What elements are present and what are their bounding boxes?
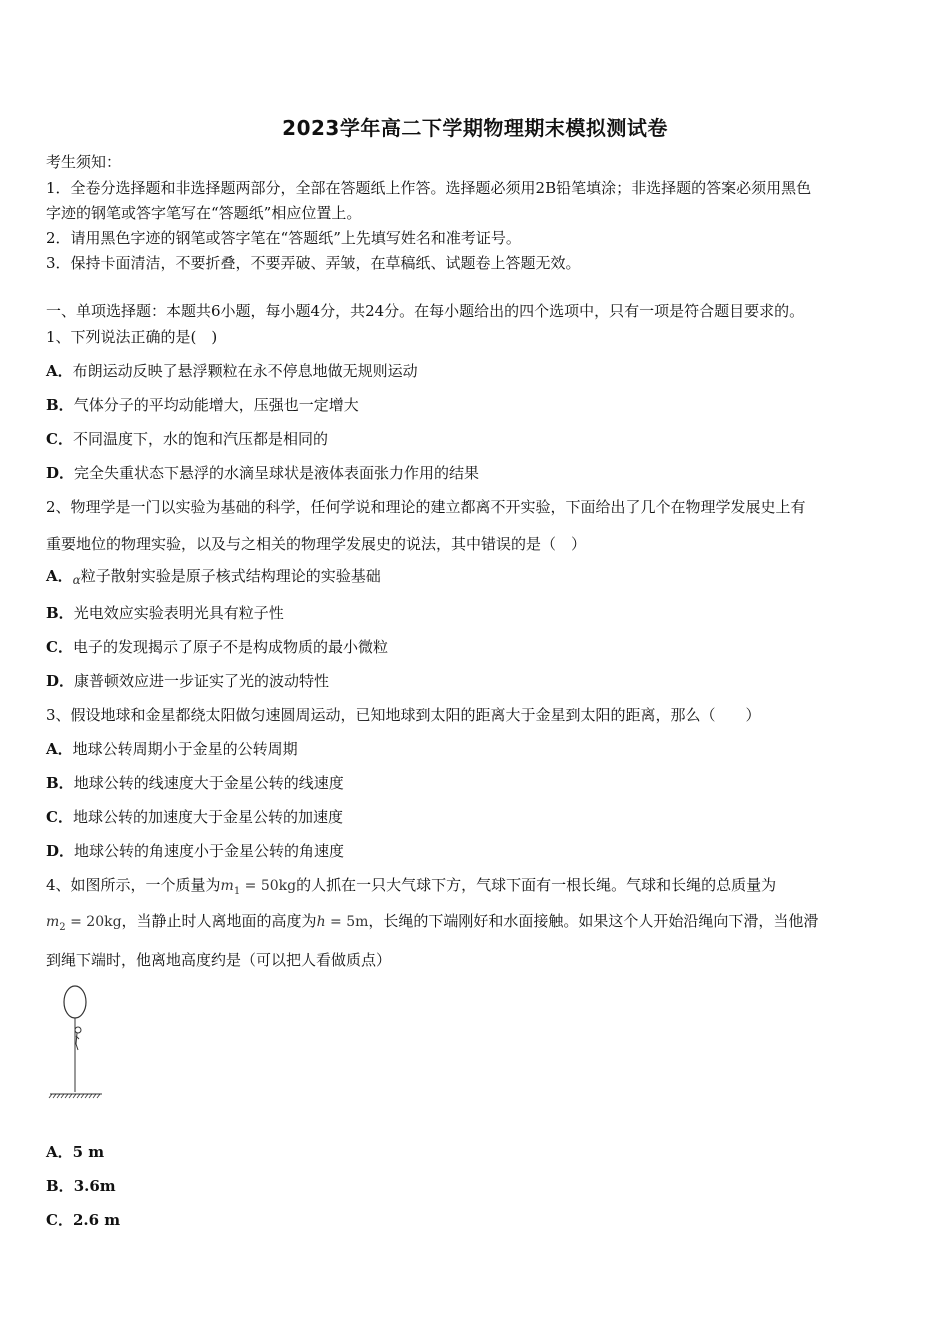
option-label: C． (46, 430, 73, 448)
page-title: 2023学年高二下学期物理期末模拟测试卷 (282, 116, 668, 140)
option-label: A． (46, 567, 73, 585)
option-label: A． (46, 362, 73, 380)
q2-stem-line2: 重要地位的物理实验，以及与之相关的物理学发展史的说法，其中错误的是（ ） (46, 535, 587, 553)
math-var: h (316, 914, 326, 930)
option-text: 电子的发现揭示了原子不是构成物质的最小微粒 (72, 638, 388, 656)
q4-option-b (46, 1176, 116, 1196)
math-value: = 20kg (65, 914, 122, 930)
q3-option-d (46, 841, 344, 861)
q1-option-c (46, 429, 328, 449)
q4-text: 4、如图所示，一个质量为 (46, 876, 221, 894)
option-text: 地球公转的加速度大于金星公转的加速度 (72, 808, 343, 826)
notice-item: 3．保持卡面清洁，不要折叠，不要弄破、弄皱，在草稿纸、试题卷上答题无效。 (46, 254, 581, 272)
q4-text: 的人抓在一只大气球下方，气球下面有一根长绳。气球和长绳的总质量为 (296, 876, 777, 894)
height-h (317, 914, 369, 930)
notice-item: 字迹的钢笔或答字笔写在“答题纸”相应位置上。 (46, 204, 362, 222)
option-label: D． (46, 464, 75, 482)
option-text: 3.6m (73, 1177, 116, 1195)
q1-option-d (46, 463, 479, 483)
q3-option-b (46, 773, 344, 793)
balloon-figure (46, 982, 106, 1104)
option-label: A． (46, 1143, 73, 1161)
option-text: 气体分子的平均动能增大，压强也一定增大 (73, 396, 359, 414)
q4-text: ，当静止时人离地面的高度为 (121, 912, 317, 930)
option-text: 不同温度下，水的饱和汽压都是相同的 (72, 430, 328, 448)
q2-option-c (46, 637, 388, 657)
option-text: 地球公转的线速度大于金星公转的线速度 (73, 774, 344, 792)
option-text: 5 m (72, 1143, 105, 1161)
option-label: B． (46, 774, 74, 792)
q2-option-b (46, 603, 284, 623)
option-text: 2.6 m (72, 1211, 121, 1229)
math-sub: 1 (233, 885, 241, 897)
q4-option-a (46, 1142, 104, 1162)
alpha-symbol: α (72, 573, 81, 587)
math-value: = 50kg (240, 878, 297, 894)
q4-option-c (46, 1210, 120, 1230)
option-label: B． (46, 604, 74, 622)
q3-option-c (46, 807, 343, 827)
option-label: B． (46, 1177, 74, 1195)
math-value: = 5m (325, 914, 369, 930)
math-var: m (220, 878, 234, 894)
q4-stem-line3: 到绳下端时，他离地高度约是（可以把人看做质点） (46, 951, 392, 969)
q2-stem-line1: 2、物理学是一门以实验为基础的科学，任何学说和理论的建立都离不开实验，下面给出了几个在物理学发展史上有 (46, 498, 806, 516)
option-text: 完全失重状态下悬浮的水滴呈球状是液体表面张力作用的结果 (74, 464, 480, 482)
person-head-icon (75, 1027, 81, 1033)
mass-m2 (46, 914, 122, 933)
q1-option-b (46, 395, 359, 415)
notice-item: 1．全卷分选择题和非选择题两部分，全部在答题纸上作答。选择题必须用2B铅笔填涂；非选择题的答案必须用黑色 (46, 179, 812, 197)
option-text: 地球公转的角速度小于金星公转的角速度 (74, 842, 345, 860)
q4-stem-line1 (46, 875, 776, 902)
option-text: 康普顿效应进一步证实了光的波动特性 (74, 672, 330, 690)
balloon-icon (64, 986, 86, 1018)
q3-option-a (46, 739, 298, 759)
ground-hatch-icon (49, 1094, 100, 1098)
q1-option-a (46, 361, 418, 381)
notice-heading: 考生须知： (46, 153, 122, 171)
option-text: 粒子散射实验是原子核式结构理论的实验基础 (80, 567, 381, 585)
option-label: D． (46, 842, 75, 860)
option-label: D． (46, 672, 75, 690)
option-label: B． (46, 396, 74, 414)
option-label: C． (46, 1211, 73, 1229)
q4-text: ，长绳的下端刚好和水面接触。如果这个人开始沿绳向下滑，当他滑 (368, 912, 819, 930)
mass-m1 (220, 878, 297, 897)
q2-option-d (46, 671, 329, 691)
person-body-icon (76, 1033, 79, 1050)
notice-item: 2．请用黑色字迹的钢笔或答字笔在“答题纸”上先填写姓名和准考证号。 (46, 229, 521, 247)
option-label: A． (46, 740, 73, 758)
option-text: 布朗运动反映了悬浮颗粒在永不停息地做无规则运动 (72, 362, 418, 380)
option-label: C． (46, 808, 73, 826)
option-text: 地球公转周期小于金星的公转周期 (72, 740, 298, 758)
math-sub: 2 (59, 921, 66, 933)
option-label: C． (46, 638, 73, 656)
q1-stem: 1、下列说法正确的是( ) (46, 328, 218, 346)
q3-stem: 3、假设地球和金星都绕太阳做匀速圆周运动，已知地球到太阳的距离大于金星到太阳的距离，那么（ ） (46, 706, 761, 724)
section-header: 一、单项选择题：本题共6小题，每小题4分，共24分。在每小题给出的四个选项中，只有一项是符合题目要求的。 (46, 302, 805, 320)
math-var: m (46, 914, 60, 930)
q2-option-a (46, 566, 381, 587)
q4-stem-line2 (46, 911, 818, 938)
option-text: 光电效应实验表明光具有粒子性 (73, 604, 284, 622)
